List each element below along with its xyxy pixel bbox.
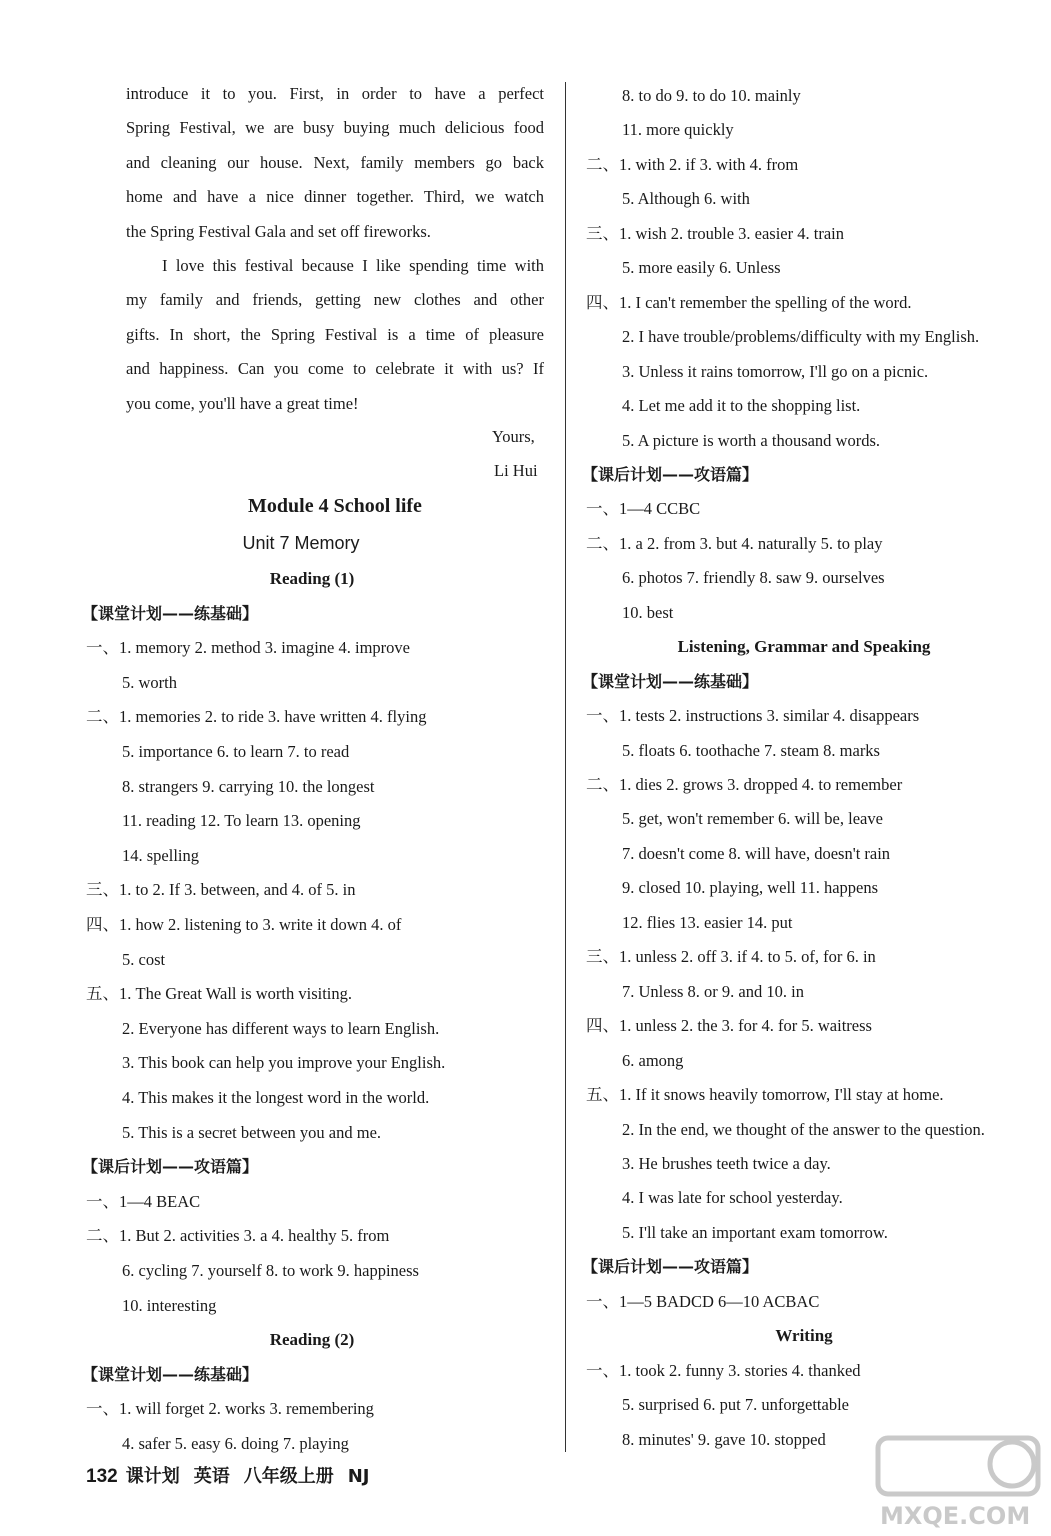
letter-line: and cleaning our house. Next, family members go back <box>126 152 544 172</box>
answer-line: 5. Although 6. with <box>622 189 750 209</box>
letter-line: my family and friends, getting new clothes and other <box>126 290 544 310</box>
answer-line: 三、1. unless 2. off 3. if 4. to 5. of, for 6. in <box>586 947 876 967</box>
subsection-title: Listening, Grammar and Speaking <box>677 637 931 657</box>
answer-line: 四、1. I can't remember the spelling of the word. <box>586 292 912 312</box>
answer-stamp-logo-icon <box>872 1430 1047 1530</box>
answer-line: 五、1. The Great Wall is worth visiting. <box>86 984 352 1004</box>
footer-grade: 八年级上册 <box>243 1466 334 1487</box>
letter-line: introduce it to you. First, in order to have a perfect <box>126 84 544 103</box>
answer-line: 4. I was late for school yesterday. <box>622 1188 843 1208</box>
letter-closing: Yours, <box>492 427 535 446</box>
answer-line: 4. Let me add it to the shopping list. <box>622 396 861 416</box>
subsection-title: Writing <box>775 1326 833 1346</box>
answer-line: 9. closed 10. playing, well 11. happens <box>622 878 879 898</box>
answer-line: 2. I have trouble/problems/difficulty with my English. <box>622 327 980 347</box>
answer-line: 6. among <box>622 1050 684 1070</box>
subsection-title: Reading (2) <box>269 1330 355 1350</box>
answer-line: 二、1. But 2. activities 3. a 4. healthy 5. from <box>86 1226 390 1246</box>
answer-line: 四、1. how 2. listening to 3. write it down 4. of <box>86 915 402 934</box>
answer-line: 2. Everyone has different ways to learn English. <box>122 1018 440 1038</box>
answer-line: 5. floats 6. toothache 7. steam 8. marks <box>622 740 880 760</box>
answer-line: 8. strangers 9. carrying 10. the longest <box>122 776 375 796</box>
answer-line: 一、1. took 2. funny 3. stories 4. thanked <box>586 1360 861 1380</box>
answer-line: 一、1. tests 2. instructions 3. similar 4. disappears <box>586 706 920 726</box>
answer-line: 5. importance 6. to learn 7. to read <box>122 742 350 761</box>
unit-title: Unit 7 Memory <box>242 533 360 553</box>
answer-line: 5. get, won't remember 6. will be, leave <box>622 809 883 829</box>
letter-line: you come, you'll have a great time! <box>126 393 359 413</box>
answer-line: 5. surprised 6. put 7. unforgettable <box>622 1395 849 1415</box>
answer-line: 一、1—4 CCBC <box>586 499 701 519</box>
letter-line: the Spring Festival Gala and set off fireworks. <box>126 221 431 241</box>
letter-line: gifts. In short, the Spring Festival is a time of pleasure <box>126 324 544 344</box>
section-heading: 【课后计划——攻语篇】 <box>82 1157 259 1177</box>
answer-line: 10. interesting <box>122 1295 217 1315</box>
answer-line: 14. spelling <box>122 845 199 865</box>
column-divider <box>565 82 566 1452</box>
answer-line: 五、1. If it snows heavily tomorrow, I'll stay at home. <box>586 1085 944 1105</box>
answer-line: 8. minutes' 9. gave 10. stopped <box>622 1429 826 1449</box>
answer-line: 11. more quickly <box>622 120 734 140</box>
subsection-title: Reading (1) <box>269 569 355 588</box>
footer-subject: 英语 <box>193 1466 230 1487</box>
letter-line: Spring Festival, we are busy buying much delicious food <box>126 118 544 138</box>
answer-line: 5. worth <box>122 672 177 692</box>
answer-line: 3. This book can help you improve your English. <box>122 1053 446 1073</box>
answer-line: 6. cycling 7. yourself 8. to work 9. happiness <box>122 1261 419 1280</box>
answer-line: 一、1. memory 2. method 3. imagine 4. improve <box>86 638 410 658</box>
answer-line: 8. to do 9. to do 10. mainly <box>622 86 801 105</box>
answer-line: 5. I'll take an important exam tomorrow. <box>622 1222 888 1242</box>
answer-line: 3. Unless it rains tomorrow, I'll go on a picnic. <box>622 361 929 381</box>
letter-line: I love this festival because I like spending time with <box>162 256 544 275</box>
answer-line: 5. A picture is worth a thousand words. <box>622 430 881 450</box>
answer-line: 一、1—4 BEAC <box>86 1191 201 1211</box>
letter-line: home and have a nice dinner together. Third, we watch <box>126 187 544 207</box>
answer-line: 二、1. dies 2. grows 3. dropped 4. to remember <box>586 775 903 794</box>
letter-signature: Li Hui <box>494 461 538 480</box>
answer-line: 5. more easily 6. Unless <box>622 258 781 278</box>
module-title: Module 4 School life <box>248 495 422 517</box>
answer-line: 4. This makes it the longest word in the world. <box>122 1088 430 1107</box>
letter-line: and happiness. Can you come to celebrate it with us? If <box>126 359 544 379</box>
answer-line: 10. best <box>622 602 674 622</box>
section-heading: 【课后计划——攻语篇】 <box>582 1257 759 1277</box>
answer-line: 11. reading 12. To learn 13. opening <box>122 811 361 831</box>
answer-line: 三、1. wish 2. trouble 3. easier 4. train <box>586 223 844 243</box>
answer-line: 4. safer 5. easy 6. doing 7. playing <box>122 1434 349 1453</box>
answer-line: 三、1. to 2. If 3. between, and 4. of 5. in <box>86 880 356 900</box>
answer-line: 7. Unless 8. or 9. and 10. in <box>622 981 804 1001</box>
answer-line: 2. In the end, we thought of the answer to the question. <box>622 1119 985 1139</box>
footer-edition: NJ <box>347 1466 370 1487</box>
section-heading: 【课后计划——攻语篇】 <box>582 464 759 484</box>
answer-line: 四、1. unless 2. the 3. for 4. for 5. waitress <box>586 1016 872 1036</box>
answer-line: 5. cost <box>122 949 166 969</box>
footer-book: 课计划 <box>125 1466 180 1487</box>
answer-line: 一、1. will forget 2. works 3. remembering <box>86 1399 374 1419</box>
page-number: 132 <box>86 1466 118 1487</box>
section-heading: 【课堂计划——练基础】 <box>82 603 259 623</box>
watermark-text: MXQE.COM <box>880 1502 1031 1530</box>
answer-line: 6. photos 7. friendly 8. saw 9. ourselves <box>622 568 885 588</box>
answer-line: 7. doesn't come 8. will have, doesn't rain <box>622 843 891 863</box>
page-footer <box>86 1462 383 1488</box>
section-heading: 【课堂计划——练基础】 <box>82 1364 259 1384</box>
answer-line: 3. He brushes teeth twice a day. <box>622 1153 831 1173</box>
answer-line: 二、1. a 2. from 3. but 4. naturally 5. to play <box>586 533 883 553</box>
answer-line: 5. This is a secret between you and me. <box>122 1122 382 1142</box>
answer-line: 二、1. with 2. if 3. with 4. from <box>586 154 799 174</box>
answer-line: 二、1. memories 2. to ride 3. have written 4. flying <box>86 707 427 727</box>
answer-line: 12. flies 13. easier 14. put <box>622 912 793 932</box>
section-heading: 【课堂计划——练基础】 <box>582 671 759 691</box>
answer-line: 一、1—5 BADCD 6—10 ACBAC <box>586 1291 820 1311</box>
